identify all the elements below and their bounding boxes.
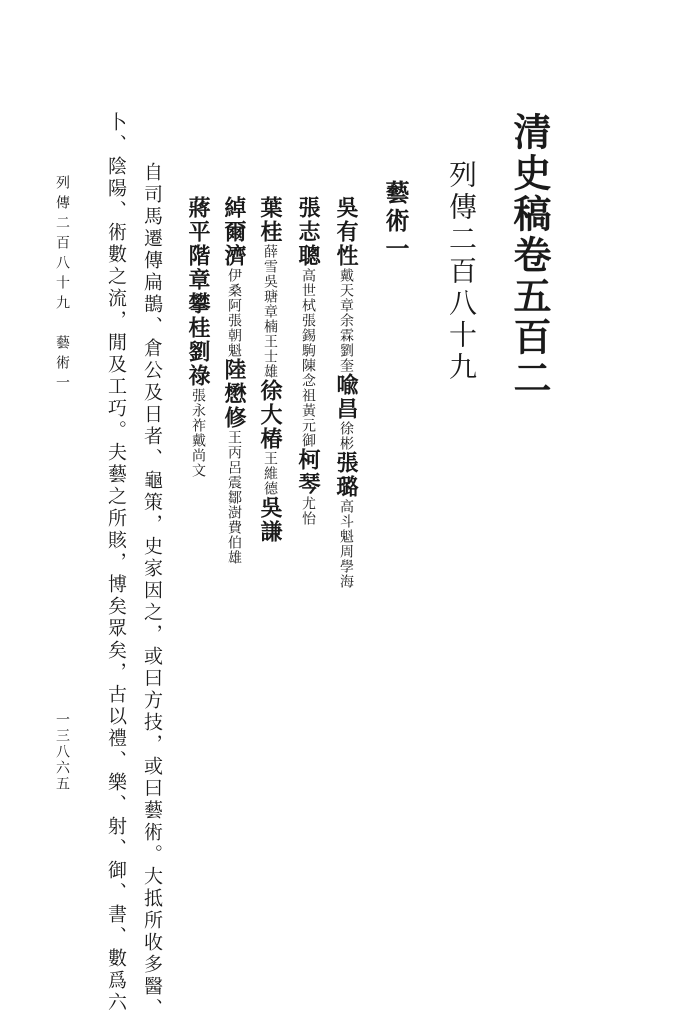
attached-name: 高世栻 (300, 268, 316, 313)
attached-name: 張錫駒 (300, 313, 316, 358)
attached-name: 章楠 (262, 304, 278, 334)
main-name: 柯琴 (295, 448, 321, 496)
attached-name: 尤怡 (300, 496, 316, 526)
attached-name: 呂震 (226, 460, 242, 490)
attached-name: 吳瑭 (262, 274, 278, 304)
section-heading: 藝術一 (381, 180, 410, 264)
attached-name: 伊桑阿 (226, 268, 242, 313)
attached-name: 高斗魁 (338, 499, 354, 544)
main-name: 徐大椿 (257, 379, 283, 451)
attached-name: 王士雄 (262, 334, 278, 379)
biography-column-4 (223, 196, 245, 565)
volume-title: 清史稿卷五百二 (507, 112, 552, 399)
biography-column-3 (259, 196, 281, 544)
main-name: 劉祿 (185, 340, 211, 388)
attached-name: 王維德 (262, 451, 278, 496)
attached-name: 周學海 (338, 544, 354, 589)
prose-line-1: 自司馬遷傳扁鵲、倉公及日者、龜策，史家因之，或曰方技，或曰藝術。大抵所收多醫、 (141, 162, 163, 1020)
attached-name: 王丙 (226, 430, 242, 460)
main-name: 章攀桂 (185, 268, 211, 340)
attached-name: 徐彬 (338, 421, 354, 451)
page-number: 一三八六五 (54, 712, 70, 792)
attached-name: 鄒澍 (226, 490, 242, 520)
attached-name: 張永祚 (190, 388, 206, 433)
main-name: 張璐 (333, 451, 359, 499)
attached-name: 余霖 (338, 313, 354, 343)
main-name: 張志聰 (295, 196, 321, 268)
main-name: 吳有性 (333, 196, 359, 268)
attached-name: 費伯雄 (226, 520, 242, 565)
main-name: 蔣平階 (185, 196, 211, 268)
attached-name: 劉奎 (338, 343, 354, 373)
main-name: 陸懋修 (221, 358, 247, 430)
attached-name: 張朝魁 (226, 313, 242, 358)
biography-column-1 (335, 196, 357, 589)
main-name: 喩昌 (333, 373, 359, 421)
biography-column-2 (297, 196, 319, 526)
main-name: 綽爾濟 (221, 196, 247, 268)
biography-column-5 (187, 196, 209, 478)
chapter-heading: 列傳二百八十九 (445, 160, 478, 384)
attached-name: 陳念祖 (300, 358, 316, 403)
attached-name: 黃元御 (300, 403, 316, 448)
attached-name: 戴天章 (338, 268, 354, 313)
prose-line-2: 卜、陰陽、術數之流，閒及工巧。夫藝之所賅，博矣眾矣，古以禮、樂、射、御、書、數爲六 (105, 112, 127, 1014)
attached-name: 薛雪 (262, 244, 278, 274)
main-name: 葉桂 (257, 196, 283, 244)
main-name: 吳謙 (257, 496, 283, 544)
running-head: 列傳二百八十九 藝術一 (54, 175, 70, 395)
attached-name: 戴尚文 (190, 433, 206, 478)
